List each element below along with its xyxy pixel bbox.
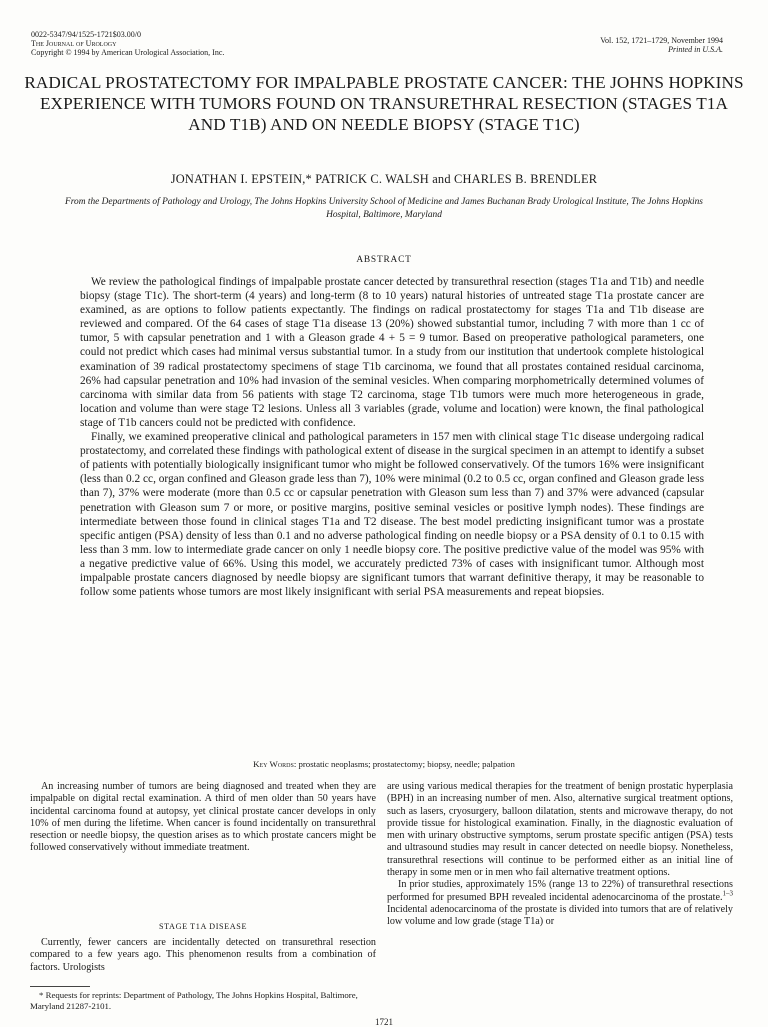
abstract-paragraph: We review the pathological findings of impalpable prostate cancer detected by transurethral resection (stages T1a and T1b) and needle biopsy (stage T1c). The short-term (4 years) and long-term (8 to 10 years) natural histories of untreated stage T1a prostate cancer are examined, as are options to follow patients expectantly. The findings on radical prostatectomy for stages T1a and T1b disease are reviewed and compared. Of the 64 cases of stage T1a disease 13 (20%) showed substantial tumor, including 7 with more than 1 cc of tumor, 5 with capsular penetration and 1 with a Gleason grade 4 + 5 = 9 tumor. Based on preoperative pathological parameters, one could not predict which cases had minimal versus substantial tumor. In a study from our institution that undertook complete histological examination of 39 radical prostatectomy specimens of stage T1b carcinoma, we found that all prostates contained residual carcinoma, 26% had capsular penetration and 10% had invasion of the seminal vesicles. When comparing morphometrically determined volumes of carcinoma with similar data from 56 patients with stage T2 carcinoma, stage T1b tumors were much more heterogeneous in grade, location and volume than were stage T2 lesions. Unless all 3 variables (grade, volume and location) were known, the final pathological stage of T1b cancers could not be predicted with confidence. xyxy=(80,276,704,429)
body-column-right xyxy=(387,781,733,929)
abstract-body xyxy=(80,275,704,599)
article-code: 0022-5347/94/1525-1721$03.00/0 xyxy=(31,30,141,39)
body-paragraph: Currently, fewer cancers are incidentally detected on transurethral resection compared to a few years ago. This phenomenon results from a combination of factors. Urologists xyxy=(30,937,376,973)
volume-info xyxy=(600,36,723,54)
section-heading: STAGE T1A DISEASE xyxy=(158,922,248,931)
article-title: RADICAL PROSTATECTOMY FOR IMPALPABLE PROSTATE CANCER: THE JOHNS HOPKINS EXPERIENCE WITH TUMORS FOUND ON TRANSURETHRAL RESECTION (STAGES T1A AND T1B) AND ON NEEDLE BIOPSY (STAGE T1C) xyxy=(24,73,744,134)
footnote-rule xyxy=(30,986,90,987)
citation-ref[interactable]: 1–3 xyxy=(722,889,733,898)
abstract-paragraph: Finally, we examined preoperative clinical and pathological parameters in 157 men with clinical stage T1c disease undergoing radical prostatectomy, and correlated these findings with pathological extent of disease in the surgical specimen in an attempt to identify a subset of patients with potentially biologically insignificant tumor who might be followed conservatively. Of the tumors 16% were insignificant (less than 0.2 cc, organ confined and Gleason grade less than 7), 10% were minimal (0.2 to 0.5 cc, organ confined and Gleason grade less than 7), 37% were moderate (more than 0.5 cc or capsular penetration with Gleason sum less than 7) and 37% were advanced (capsular penetration with Gleason sum 7 or more, or positive margins, positive seminal vesicles or positive lymph nodes). These findings are intermediate between those found in clinical stages T1a and T2 disease. The best model predicting insignificant tumor was a prostate specific antigen (PSA) density of less than 0.1 and no adverse pathological finding on needle biopsy or a PSA density of 0.1 to 0.15 with less than 3 mm. low to intermediate grade cancer on only 1 needle biopsy core. The positive predictive value of the model was 95% with a negative predictive value of 66%. Using this model, we accurately predicted 73% of cases with insignificant tumor. Although most impalpable prostate cancers diagnosed by needle biopsy are significant tumors that warrant definitive therapy, it may be reasonable to follow some patients whose tumors are most likely insignificant with serial PSA measurements and repeat biopsies. xyxy=(80,431,704,599)
page-number: 1721 xyxy=(375,1017,393,1027)
keywords-label: Key Words: xyxy=(253,759,297,769)
paragraph-text: In prior studies, approximately 15% (range 13 to 22%) of transurethral resections performed for presumed BPH revealed incidental adenocarcinoma of the prostate. xyxy=(387,879,733,903)
body-paragraph: are using various medical therapies for the treatment of benign prostatic hyperplasia (BPH) in an increasing number of men. Also, alternative surgical treatment options, such as lasers, cryosurgery, balloon dilatation, stents and microwave therapy, do not provide tissue for histological examination. Finally, in the diagnostic evaluation of men with urinary obstructive symptoms, serum prostate specific antigen (PSA) tests and ultrasound studies may result in cancer detected on needle biopsy. Nonetheless, transurethral resections will continue to be performed either as an initial line of therapy in some men or in men who fail alternative treatment options. xyxy=(387,781,733,879)
abstract-heading: ABSTRACT xyxy=(356,255,412,265)
footnote xyxy=(30,990,376,1012)
authors: JONATHAN I. EPSTEIN,* PATRICK C. WALSH and CHARLES B. BRENDLER xyxy=(170,172,598,186)
body-column-left-continued xyxy=(30,937,376,974)
body-paragraph xyxy=(387,879,733,928)
body-paragraph: An increasing number of tumors are being diagnosed and treated when they are impalpable on digital rectal examination. A third of men older than 50 years have incidental carcinoma found at autopsy, yet clinical prostate cancer develops in only 10% of men during the lifetime. When cancer is found incidentally on transurethral resection or needle biopsy, the question arises as to which prostate cancers might be followed conservatively without immediate treatment. xyxy=(30,781,376,854)
journal-name: The Journal of Urology xyxy=(31,39,117,48)
keywords-text: prostatic neoplasms; prostatectomy; biopsy, needle; palpation xyxy=(298,759,515,769)
paragraph-text: Incidental adenocarcinoma of the prostate is divided into tumors that are of relatively low volume and low grade (stage T1a) or xyxy=(387,903,733,928)
footnote-text: * Requests for reprints: Department of Pathology, The Johns Hopkins Hospital, Baltimore, Maryland 21287-2101. xyxy=(30,990,358,1011)
copyright-line: Copyright © 1994 by American Urological Association, Inc. xyxy=(31,48,225,57)
affiliation: From the Departments of Pathology and Urology, The Johns Hopkins University School of Medicine and James Buchanan Brady Urological Institute, The Johns Hopkins Hospital, Baltimore, Maryland xyxy=(65,197,703,220)
keywords xyxy=(0,759,768,769)
printed-line: Printed in U.S.A. xyxy=(668,45,723,54)
journal-header xyxy=(31,30,224,57)
volume-line: Vol. 152, 1721–1729, November 1994 xyxy=(600,36,723,45)
body-column-left xyxy=(30,781,376,855)
